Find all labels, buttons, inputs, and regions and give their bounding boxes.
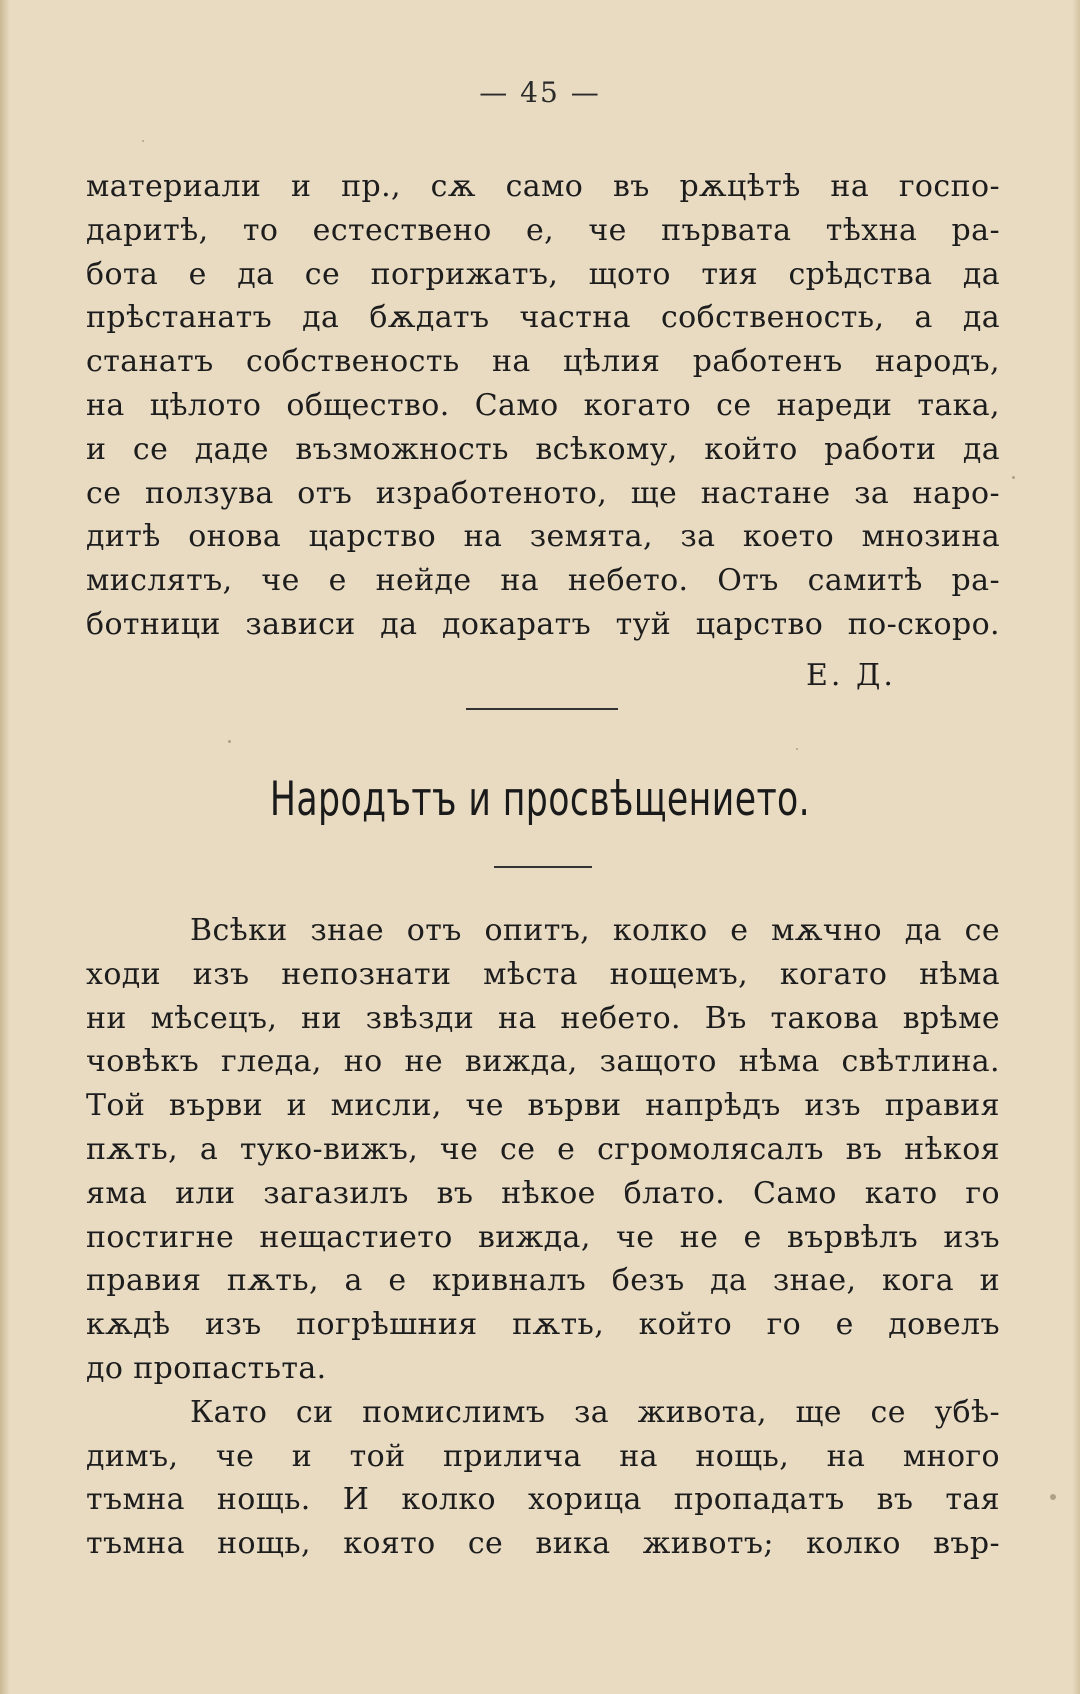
text-line: ни мѣсецъ, ни звѣзди на небето. Въ такова врѣме [86,1000,1000,1036]
text-line: се ползува отъ изработеното, ще настане за наро- [86,475,1000,511]
author-signature: Е. Д. [806,658,896,693]
text-line: мислятъ, че е нейде на небето. Отъ самитѣ ра- [86,563,1000,599]
article-heading: Народътъ и просвѣщението. [269,772,811,827]
page-right-edge [1072,0,1080,1694]
page-left-edge [0,0,10,1694]
text-line: ходи изъ непознати мѣста нощемъ, когато нѣма [86,956,1000,992]
text-line: постигне нещастието вижда, че не е вървѣлъ изъ [86,1219,1000,1255]
paragraph-continued [86,165,1000,647]
heading-underline [494,866,592,868]
section-divider [466,708,618,710]
text-line: кѫдѣ изъ погрѣшния пѫть, който го е довелъ [86,1307,1000,1343]
text-line: на цѣлото общество. Само когато се нареди така, [86,387,1000,423]
text-line: и се даде възможность всѣкому, който работи да [86,431,1000,467]
text-line: ботници зависи да докаратъ туй царство по-скоро. [86,606,1000,642]
text-line: Като си помислимъ за живота, ще се убѣ- [190,1394,1000,1430]
text-line: пѫть, а туко-вижъ, че се е сгромолясалъ въ нѣкоя [86,1131,1000,1167]
text-line: Той върви и мисли, че върви напрѣдъ изъ правия [86,1088,1000,1124]
text-line: човѣкъ гледа, но не вижда, защото нѣма свѣтлина. [86,1044,1000,1080]
text-line: тъмна нощь, която се вика животъ; колко вър- [86,1526,1000,1562]
text-line: материали и пр., сѫ само въ рѫцѣтѣ на госпо- [86,169,1000,204]
text-line: дитѣ онова царство на земята, за което мнозина [86,519,1000,555]
text-line: димъ, че и той прилича на нощь, на много [86,1438,1000,1474]
text-line: тъмна нощь. И колко хорица пропадатъ въ тая [86,1482,1000,1518]
article-body [86,909,1000,1566]
page-number: — 45 — [479,76,601,109]
text-line: яма или загазилъ въ нѣкое блато. Само като го [86,1175,1000,1211]
text-line: правия пѫть, а е кривналъ безъ да знае, кога и [86,1263,1000,1299]
text-line: станатъ собственость на цѣлия работенъ народъ, [86,344,1000,380]
text-line: прѣстанатъ да бѫдатъ частна собственость, а да [86,300,1000,336]
text-line: Всѣки знае отъ опитъ, колко е мѫчно да се [190,913,1000,948]
text-line: до пропастьта. [86,1350,327,1386]
text-line: бота е да се погрижатъ, щото тия срѣдства да [86,256,1000,292]
text-line: даритѣ, то естествено е, че първата тѣхна ра- [86,212,1000,248]
